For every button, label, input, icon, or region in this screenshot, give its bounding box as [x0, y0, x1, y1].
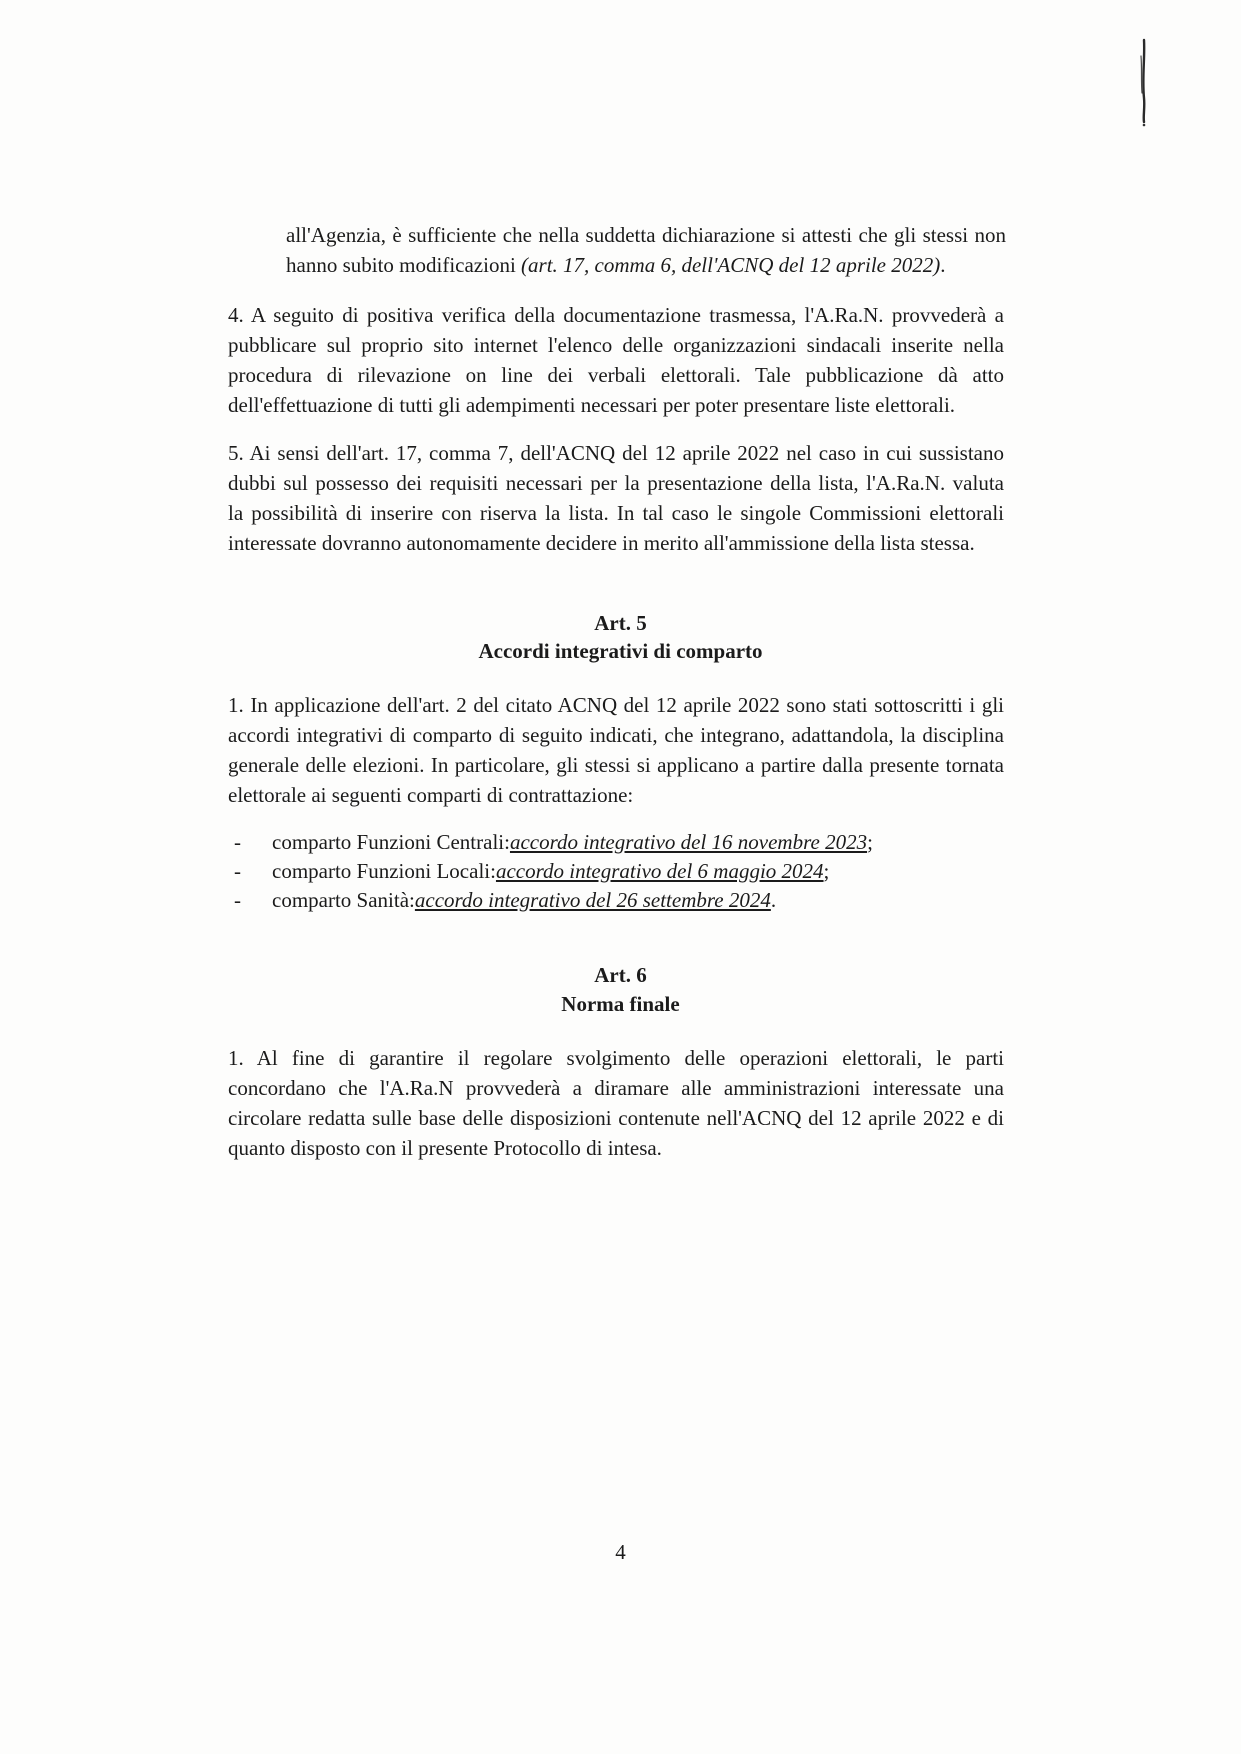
agreement-reference: accordo integrativo del 16 novembre 2023 — [509, 830, 868, 854]
page-number: 4 — [615, 1540, 626, 1564]
list-item — [228, 857, 1004, 886]
paragraph-line: elettorale ai seguenti comparti di contrattazione: — [228, 783, 634, 807]
paragraph-5 — [228, 438, 1004, 558]
comparti-list — [228, 828, 1004, 915]
paragraph-line: accordi integrativi di comparto di seguito indicati, che integrano, adattandola, la disciplina — [228, 723, 1004, 747]
paragraph-line: generale delle elezioni. In particolare, gli stessi si applicano a partire dalla presente tornata — [228, 753, 1004, 777]
paragraph-line: 1. In applicazione dell'art. 2 del citato ACNQ del 12 aprile 2022 sono stati sottoscritti i gli — [228, 693, 1004, 717]
paragraph-line — [286, 250, 1006, 280]
paragraph-text: hanno subito modificazioni — [286, 253, 522, 277]
paragraph-continued — [286, 220, 1006, 280]
paragraph-line: dell'effettuazione di tutti gli adempimenti necessari per poter presentare liste elettorali. — [228, 393, 956, 417]
article-5-paragraph-1 — [228, 690, 1004, 810]
article-6-number: Art. 6 — [594, 963, 647, 987]
paragraph-4 — [228, 300, 1004, 420]
handwritten-mark-icon — [1132, 38, 1154, 128]
list-dash: - — [234, 859, 241, 883]
list-item — [228, 828, 1004, 857]
paragraph-line: 1. Al fine di garantire il regolare svolgimento delle operazioni elettorali, le parti — [228, 1046, 1004, 1070]
article-6-title: Norma finale — [561, 992, 680, 1016]
list-dash: - — [234, 888, 241, 912]
paragraph-line: all'Agenzia, è sufficiente che nella suddetta dichiarazione si attesti che gli stessi non — [286, 223, 1006, 247]
paragraph-line: dubbi sul possesso dei requisiti necessari per la presentazione della lista, l'A.Ra.N. valuta — [228, 471, 1004, 495]
citation: (art. 17, comma 6, dell'ACNQ del 12 aprile 2022) — [521, 253, 941, 277]
article-5-number: Art. 5 — [594, 611, 647, 635]
list-dash: - — [234, 830, 241, 854]
paragraph-line: 4. A seguito di positiva verifica della documentazione trasmessa, l'A.Ra.N. provvederà a — [228, 303, 1004, 327]
paragraph-line: la possibilità di inserire con riserva la lista. In tal caso le singole Commissioni elettorali — [228, 501, 1004, 525]
paragraph-line: circolare redatta sulle base delle disposizioni contenute nell'ACNQ del 12 aprile 2022 e di — [228, 1106, 1004, 1130]
paragraph-line: procedura di rilevazione on line dei verbali elettorali. Tale pubblicazione dà atto — [228, 363, 1004, 387]
article-6-paragraph-1 — [228, 1043, 1004, 1163]
punctuation: ; — [823, 859, 830, 883]
punctuation: . — [770, 888, 777, 912]
list-item-label: comparto Funzioni Centrali: — [272, 830, 510, 854]
paragraph-line: 5. Ai sensi dell'art. 17, comma 7, dell'ACNQ del 12 aprile 2022 nel caso in cui sussistano — [228, 441, 1004, 465]
punctuation: . — [940, 253, 946, 277]
paragraph-line: interessate dovranno autonomamente decidere in merito all'ammissione della lista stessa. — [228, 531, 975, 555]
list-item-label: comparto Funzioni Locali: — [272, 859, 496, 883]
article-5-title: Accordi integrativi di comparto — [478, 639, 763, 663]
list-item — [228, 886, 1004, 915]
list-item-label: comparto Sanità: — [272, 888, 415, 912]
agreement-reference: accordo integrativo del 26 settembre 2024 — [414, 888, 771, 912]
paragraph-line: pubblicare sul proprio sito internet l'elenco delle organizzazioni sindacali inserite nella — [228, 333, 1004, 357]
paragraph-line: concordano che l'A.Ra.N provvederà a diramare alle amministrazioni interessate una — [228, 1076, 1004, 1100]
agreement-reference: accordo integrativo del 6 maggio 2024 — [495, 859, 824, 883]
paragraph-line: quanto disposto con il presente Protocollo di intesa. — [228, 1136, 662, 1160]
punctuation: ; — [867, 830, 873, 854]
